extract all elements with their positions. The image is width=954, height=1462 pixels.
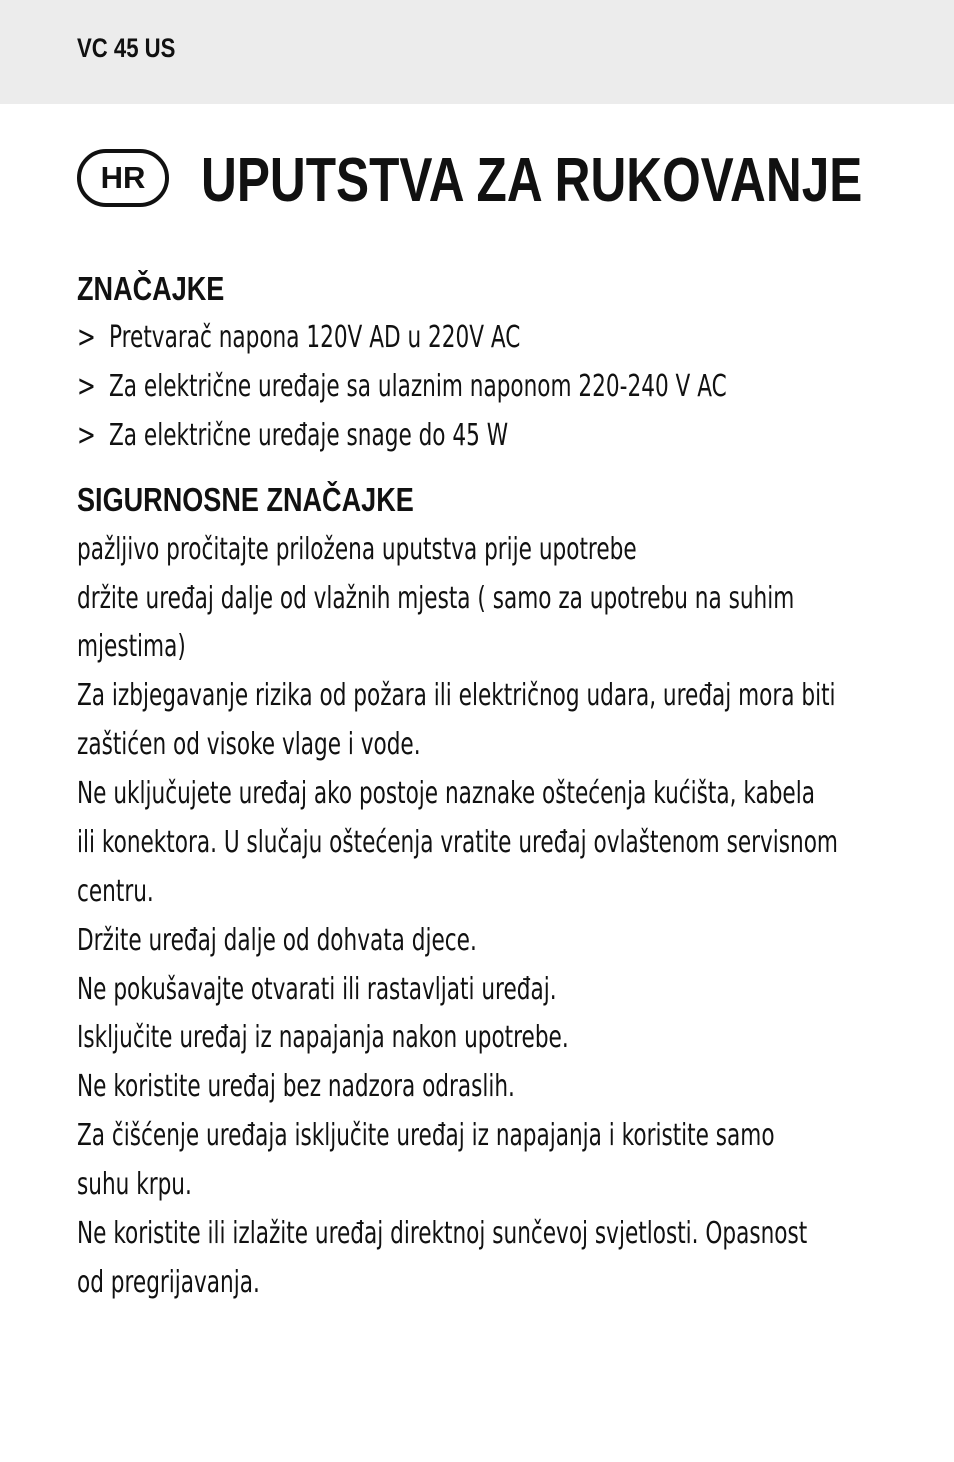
safety-line: držite uređaj dalje od vlažnih mjesta ( samo za upotrebu na suhim: [77, 581, 795, 616]
safety-line: zaštićen od visoke vlage i vode.: [77, 727, 421, 762]
bullet-marker: >: [77, 369, 96, 404]
features-heading: ZNAČAJKE: [77, 270, 225, 307]
title-row: [77, 146, 937, 216]
bullet-marker: >: [77, 320, 96, 355]
safety-heading: SIGURNOSNE ZNAČAJKE: [77, 481, 414, 518]
safety-line: Isključite uređaj iz napajanja nakon upotrebe.: [77, 1020, 569, 1055]
safety-line: Ne uključujete uređaj ako postoje naznake oštećenja kućišta, kabela: [77, 776, 815, 811]
safety-line: Ne koristite uređaj bez nadzora odraslih.: [77, 1069, 515, 1104]
safety-line: suhu krpu.: [77, 1167, 192, 1202]
safety-line: Za izbjegavanje rizika od požara ili električnog udara, uređaj mora biti: [77, 678, 836, 713]
safety-line: ili konektora. U slučaju oštećenja vratite uređaj ovlaštenom servisnom: [77, 825, 838, 860]
safety-line: od pregrijavanja.: [77, 1265, 260, 1300]
safety-line: Za čišćenje uređaja isključite uređaj iz napajanja i koristite samo: [77, 1118, 775, 1153]
feature-text: Pretvarač napona 120V AD u 220V AC: [109, 320, 521, 355]
safety-line: Držite uređaj dalje od dohvata djece.: [77, 923, 477, 958]
language-badge: HR: [77, 149, 169, 207]
feature-text: Za električne uređaje snage do 45 W: [109, 418, 509, 453]
safety-line: Ne koristite ili izlažite uređaj direktnoj sunčevoj svjetlosti. Opasnost: [77, 1216, 808, 1251]
safety-line: mjestima): [77, 629, 186, 664]
bullet-marker: >: [77, 418, 96, 453]
model-number: VC 45 US: [77, 33, 176, 63]
header-band: [0, 0, 954, 104]
feature-text: Za električne uređaje sa ulaznim naponom 220-240 V AC: [109, 369, 727, 404]
safety-line: pažljivo pročitajte priložena uputstva prije upotrebe: [77, 532, 637, 567]
safety-line: centru.: [77, 874, 154, 909]
safety-line: Ne pokušavajte otvarati ili rastavljati uređaj.: [77, 972, 557, 1007]
page-title: UPUTSTVA ZA RUKOVANJE: [201, 146, 863, 215]
